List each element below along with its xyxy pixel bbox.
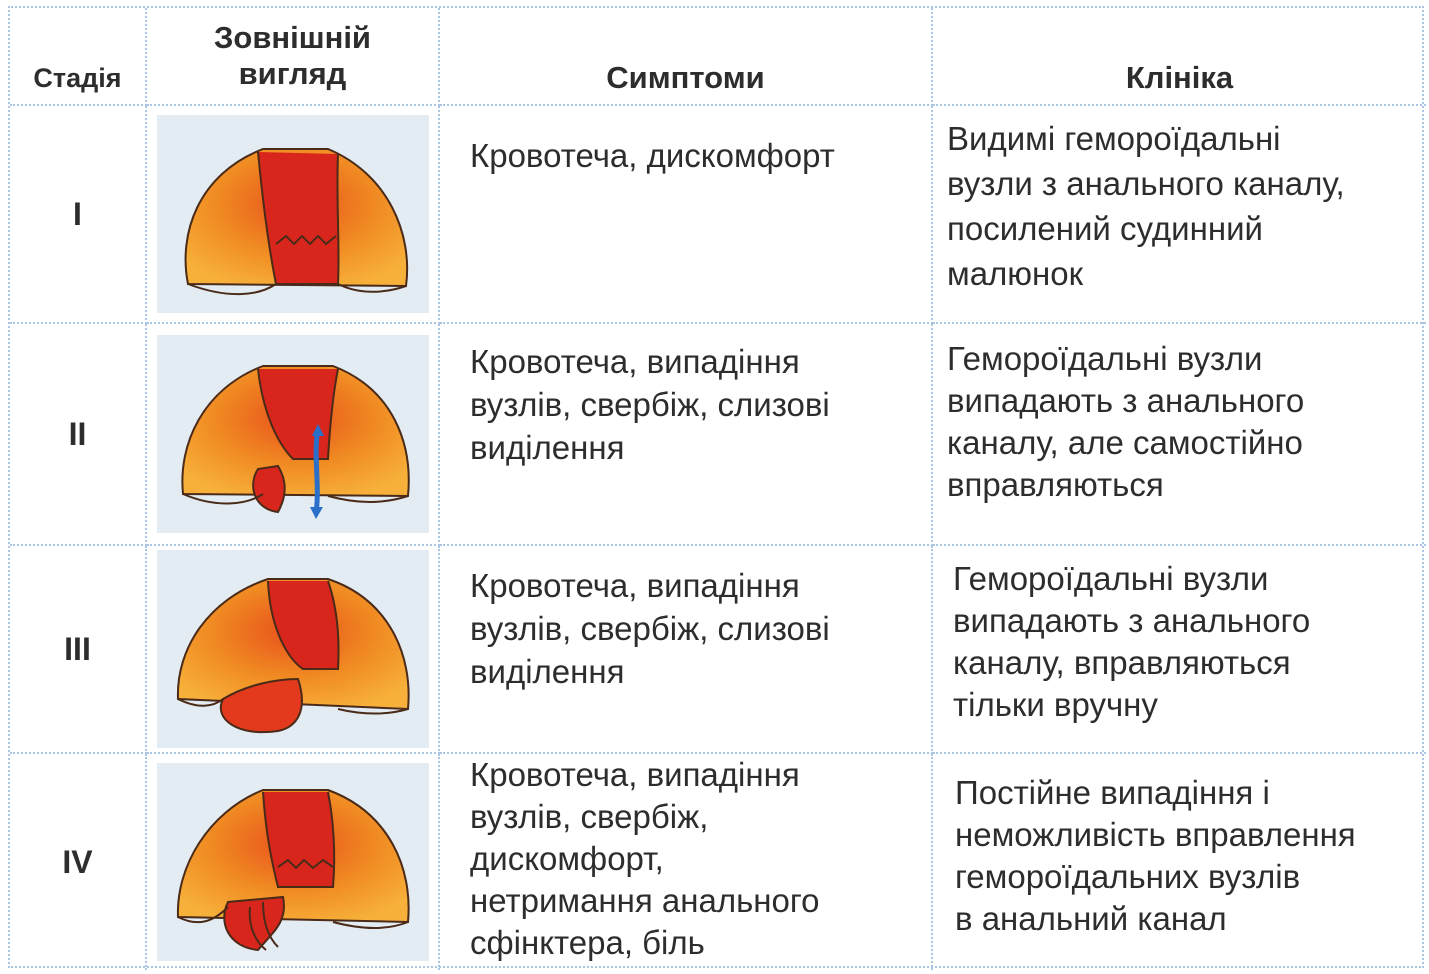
header-stage: Стадія [10, 8, 147, 106]
clinic-2-line-2: випадають з анального [947, 382, 1305, 419]
appearance-cell-2 [147, 324, 440, 546]
stage-4-illustration [157, 763, 429, 961]
clinic-3-line-1: Гемороїдальні вузли [953, 560, 1269, 597]
stage-cell-3: III [10, 546, 147, 754]
symptoms-4-line-1: Кровотеча, випадіння [470, 756, 800, 793]
clinic-1-line-3: посилений судинний [947, 210, 1263, 247]
stage-1-illustration [157, 115, 429, 313]
header-appearance [147, 8, 440, 106]
symptoms-4-line-5: сфінктера, біль [470, 924, 705, 961]
header-clinic: Клініка [933, 8, 1426, 106]
clinic-1-line-2: вузли з анального каналу, [947, 165, 1345, 202]
symptoms-cell-4 [440, 754, 933, 970]
stage-cell-1: I [10, 106, 147, 324]
symptoms-cell-1 [440, 106, 933, 324]
stage-cell-4: IV [10, 754, 147, 970]
clinic-2-line-3: каналу, але самостійно [947, 424, 1303, 461]
symptoms-cell-3 [440, 546, 933, 754]
clinic-2-line-1: Гемороїдальні вузли [947, 340, 1263, 377]
clinic-4-line-4: в анальний канал [955, 900, 1227, 937]
symptoms-3-line-3: виділення [470, 653, 625, 690]
appearance-cell-4 [147, 754, 440, 970]
clinic-cell-1 [933, 106, 1426, 324]
clinic-1-line-4: малюнок [947, 255, 1084, 292]
clinic-1-line-1: Видимі гемороїдальні [947, 120, 1281, 157]
clinic-3-line-4: тільки вручну [953, 686, 1158, 723]
header-appearance-line2: вигляд [238, 56, 347, 91]
appearance-cell-1 [147, 106, 440, 324]
clinic-2-line-4: вправляються [947, 466, 1164, 503]
symptoms-2-line-1: Кровотеча, випадіння [470, 343, 800, 380]
symptoms-4-line-4: нетримання анального [470, 882, 820, 919]
clinic-cell-3 [933, 546, 1426, 754]
stages-table [8, 6, 1424, 968]
clinic-cell-4 [933, 754, 1426, 970]
header-symptoms: Симптоми [440, 8, 933, 106]
symptoms-4-line-3: дискомфорт, [470, 840, 664, 877]
clinic-4-line-1: Постійне випадіння і [955, 774, 1270, 811]
symptoms-2-line-2: вузлів, свербіж, слизові [470, 386, 830, 423]
clinic-4-line-2: неможливість вправлення [955, 816, 1356, 853]
symptoms-2-line-3: виділення [470, 429, 625, 466]
symptoms-1-line-1: Кровотеча, дискомфорт [470, 137, 835, 174]
stage-2-illustration [157, 335, 429, 533]
clinic-3-line-3: каналу, вправляються [953, 644, 1291, 681]
stage-cell-2: II [10, 324, 147, 546]
appearance-cell-3 [147, 546, 440, 754]
symptoms-cell-2 [440, 324, 933, 546]
clinic-4-line-3: гемороїдальних вузлів [955, 858, 1301, 895]
symptoms-4-line-2: вузлів, свербіж, [470, 798, 709, 835]
header-appearance-line1: Зовнішній [214, 20, 371, 56]
symptoms-3-line-2: вузлів, свербіж, слизові [470, 610, 830, 647]
clinic-3-line-2: випадають з анального [953, 602, 1311, 639]
stage-3-illustration [157, 550, 429, 748]
clinic-cell-2 [933, 324, 1426, 546]
symptoms-3-line-1: Кровотеча, випадіння [470, 567, 800, 604]
